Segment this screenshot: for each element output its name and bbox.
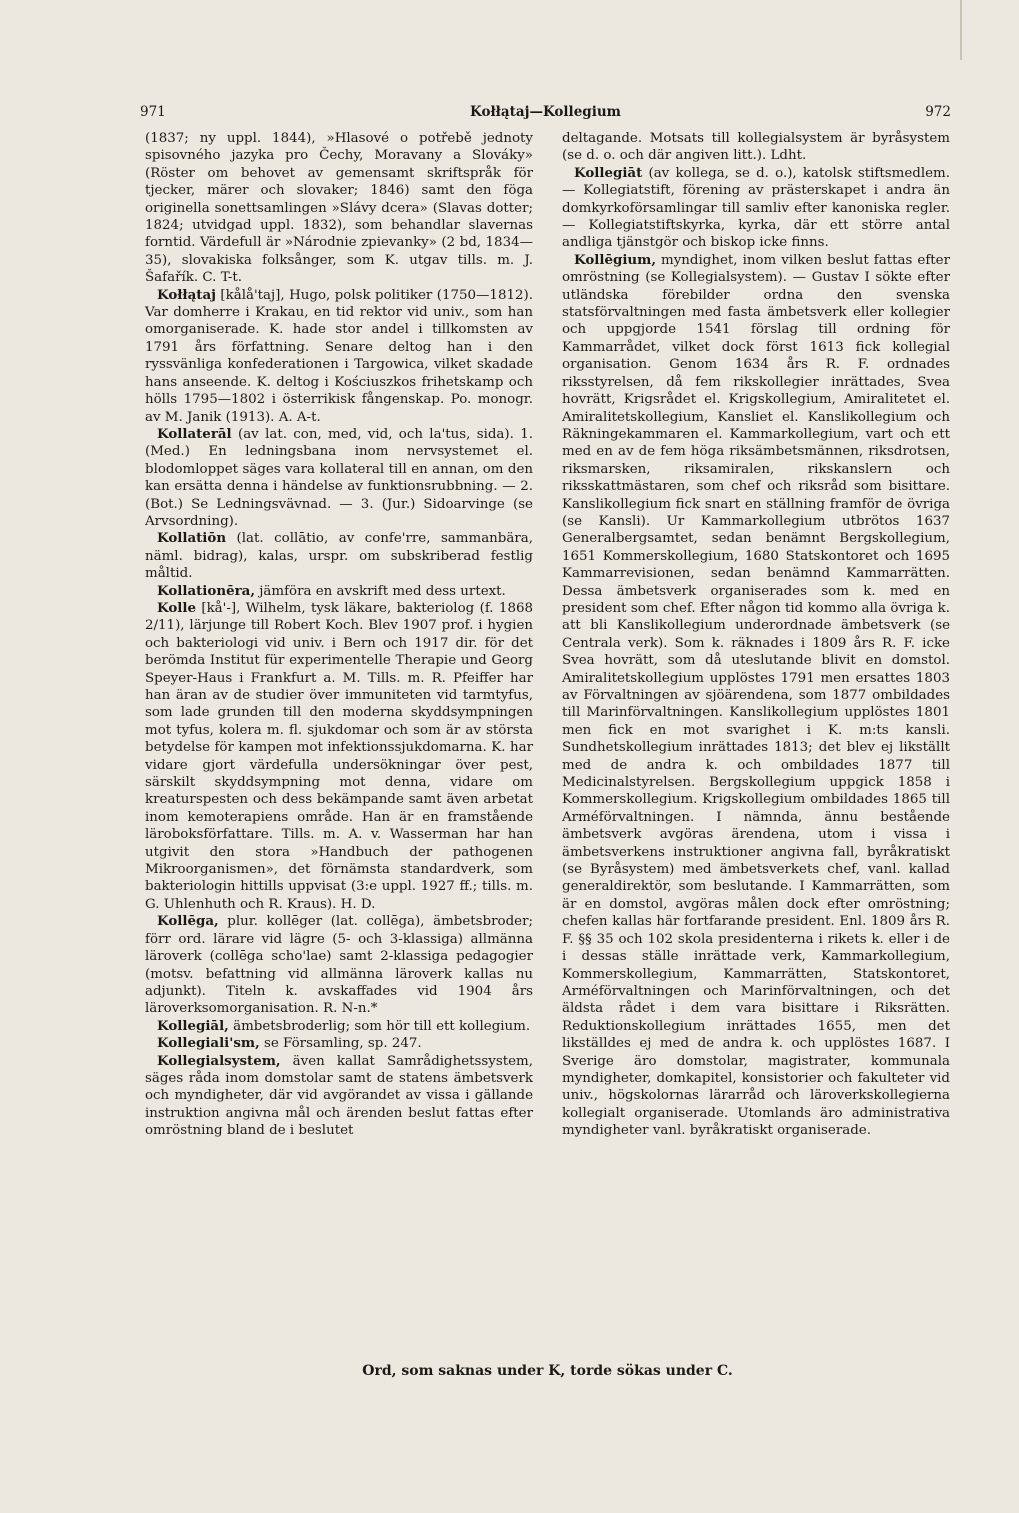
entry: Kollatiōn (lat. collātio, av confe'rre, sammanbära, näml. bidrag), kalas, urspr. om subskriberad festlig måltid. [145,530,533,582]
entry: Kollationēra, jämföra en avskrift med dess urtext. [157,582,506,599]
entry: Kollēgium, myndighet, inom vilken beslut fattas efter omröstning (se Kollegialsystem). — Gustav I sökte efter utländska förebilder ordna den svenska statsförvaltningen med fasta ämbetsverk eller kollegier och uppgjorde 1541 förslag till ordning för Kammarrådet, vilket dock först 1613 fick kollegial organisation. Genom 1634 års R. F. ordnades riksstyrelsen, då fem rikskollegier inrättades, Svea hovrätt, Krigsrådet el. Krigskollegium, Amiralitetet el. Amiralitetskollegium, Kansliet el. Kanslikollegium och Räkningekammaren el. Kammarkollegium, vart och ett med en av de fem höga riksämbetsmännen, riksdrotsen, riksmarsken, riksamiralen, rikskanslern och riksskattmästaren, som chef och riksråd som bisittare. Kanslikollegium fick snart en ställning framför de övriga (se Kansli). Ur Kammarkollegium utbrötos 1637 Generalbergsamtet, sedan benämnt Bergskollegium, 1651 Kommerskollegium, 1680 Statskontoret och 1695 Kammarrevisionen, sedan benämnd Kammarrätten. Dessa ämbetsverk organiserades som k. med en president som chef. Efter någon tid kommo alla övriga k. att bli Kanslikollegium underordnade ämbetsverk (se Centrala verk). Som k. räknades i 1809 års R. F. icke Svea hovrätt, som då uteslutande blivit en domstol. Amiralitetskollegium upplöstes 1791 men ersattes 1803 av Förvaltningen av sjöärendena, som 1877 ombildades till Marinförvaltningen. Kanslikollegium upplöstes 1801 men fick en mot svarighet i K. m:ts kansli. Sundhetskollegium inrättades 1813; det blev ej likställt med de andra k. och ombildades 1877 till Medicinalstyrelsen. Bergskollegium uppgick 1858 i Kommerskollegium. Krigskollegium ombildades 1865 till Arméförvaltningen. I nämnda, ännu bestående ämbetsverk avgöras ärendena, utom i vissa i ämbetsverkens instruktioner angivna fall, byråkratiskt (se Byråsystem) med ämbetsverkets chef, vanl. kallad generaldirektör, som beslutande. I Kammarrätten, som är en domstol, avgöras målen dock efter omröstning; chefen kallas här fortfarande president. Enl. 1809 års R. F. §§ 35 och 102 skola presidenterna i rikets k. eller i de i dessas ställe inrättade verk, Kammarkollegium, Kommerskollegium, Kammarrätten, Statskontoret, Arméförvaltningen och Marinförvaltningen, och det äldsta rådet i dem vara bisittare i Riksrätten. Reduktionskollegium inrättades 1655, men det likställdes ej med de andra k. och upplöstes 1687. I Sverige äro domstolar, magistrater, kommunala myndigheter, domkapitel, konsistorier och fakulteter vid univ., högskolornas lärarråd och läroverkskollegierna kollegialt organiserade. Utomlands äro administrativa myndigheter vanl. byråkratiskt organiserade. [562,251,950,1139]
entry: Kollegialsystem, även kallat Samrådighetssystem, säges råda inom domstolar samt de statens ämbetsverk och myndigheter, där vid avgörandet av vissa i gällande instruktion angivna mål och ärenden beslut fattas efter omröstning bland de i beslutet [145,1052,533,1139]
page-number-left: 971 [140,104,166,120]
page-number-right: 972 [925,104,951,120]
entry: Kollegiali'sm, se Församling, sp. 247. [157,1035,422,1052]
page-fold [960,0,962,60]
entry: (1837; ny uppl. 1844), »Hlasové o potřebě jednoty spisovného jazyka pro Čechy, Moravany a Slováky» (Röster om behovet av gemensamt skriftspråk för tjecker, märer och slovaker; 1846) samt den föga originella sonettsamlingen »Slávy dcera» (Slavas dotter; 1824; utvidgad uppl. 1832), som behandlar slavernas forntid. Värdefull är »Národnie zpievanky» (2 bd, 1834—35), slovakiska folksånger, som K. utgav tills. m. J. Šafařík. C. T-t. [145,131,533,286]
entry: deltagande. Motsats till kollegialsystem är byråsystem (se d. o. och där angiven litt.). Ldht. [562,131,950,164]
left-column [145,130,533,1140]
footer-note: Ord, som saknas under K, torde sökas under C. [362,1363,733,1379]
entry: Kollaterāl (av lat. con, med, vid, och la'tus, sida). 1. (Med.) En ledningsbana inom nervsystemet el. blodomloppet säges vara kollateral till en annan, om den kan ersätta denna i händelse av funktionsrubbning. — 2. (Bot.) Se Ledningsvävnad. — 3. (Jur.) Sidoarvinge (se Arvsordning). [145,425,533,529]
entry: Kollegiāt (av kollega, se d. o.), katolsk stiftsmedlem. — Kollegiatstift, förening av prästerskapet i andra än domkyrkoförsamlingar till samliv efter kanoniska regler. — Kollegiatstiftskyrka, kyrka, där ett större antal andliga tjänstgör och biskop icke finns. [562,164,950,251]
entry: Kolle [kå'-], Wilhelm, tysk läkare, bakteriolog (f. 1868 2/11), lärjunge till Robert Koch. Blev 1907 prof. i hygien och bakteriologi vid univ. i Bern och 1917 dir. för det berömda Institut für experimentelle Therapie und Georg Speyer-Haus i Frankfurt a. M. Tills. m. R. Pfeiffer har han äran av de studier över immuniteten vid tarmtyfus, som lade grunden till den moderna skyddsympningen mot tyfus, kolera m. fl. sjukdomar och som är av största betydelse för kampen mot infektionssjukdomarna. K. har vidare gjort värdefulla undersökningar över pest, särskilt skyddsympning mot denna, vidare om kreaturspesten och dess bekämpande samt även arbetat inom kemoterapiens område. Han är en framstående läroboksförfattare. Tills. m. A. v. Wasserman har han utgivit den stora »Handbuch der pathogenen Mikroorganismen», det förnämsta standardverk, som bakteriologin hittills uppvisat (3:e uppl. 1927 ff.; tills. m. G. Uhlenhuth och R. Kraus). H. D. [145,599,533,912]
entry: Kollēga, plur. kollēger (lat. collēga), ämbetsbroder; förr ord. lärare vid lägre (5- och 3-klassiga) allmänna läroverk (collēga scho'lae) samt 2-klassiga pedagogier (motsv. befattning vid allmänna läroverk kallas nu adjunkt). Titeln k. avskaffades vid 1904 års läroverksomorganisation. R. N-n.* [145,913,533,1017]
entry: Kołłątaj [kålå'taj], Hugo, polsk politiker (1750—1812). Var domherre i Krakau, en tid rektor vid univ., som han omorganiserade. K. hade stor andel i tillkomsten av 1791 års författning. Senare deltog han i den ryssvänliga konfederationen i Targowica, vilket skadade hans anseende. K. deltog i Kościuszkos frihetskamp och hölls 1795—1802 i österrikisk fångenskap. Po. monogr. av M. Janik (1913). A. A-t. [145,286,533,425]
page-header [140,104,951,124]
right-column [562,130,950,1140]
entry: Kollegiāl, ämbetsbroderlig; som hör till ett kollegium. [157,1017,531,1034]
running-title: Kołłątaj—Kollegium [470,104,621,120]
